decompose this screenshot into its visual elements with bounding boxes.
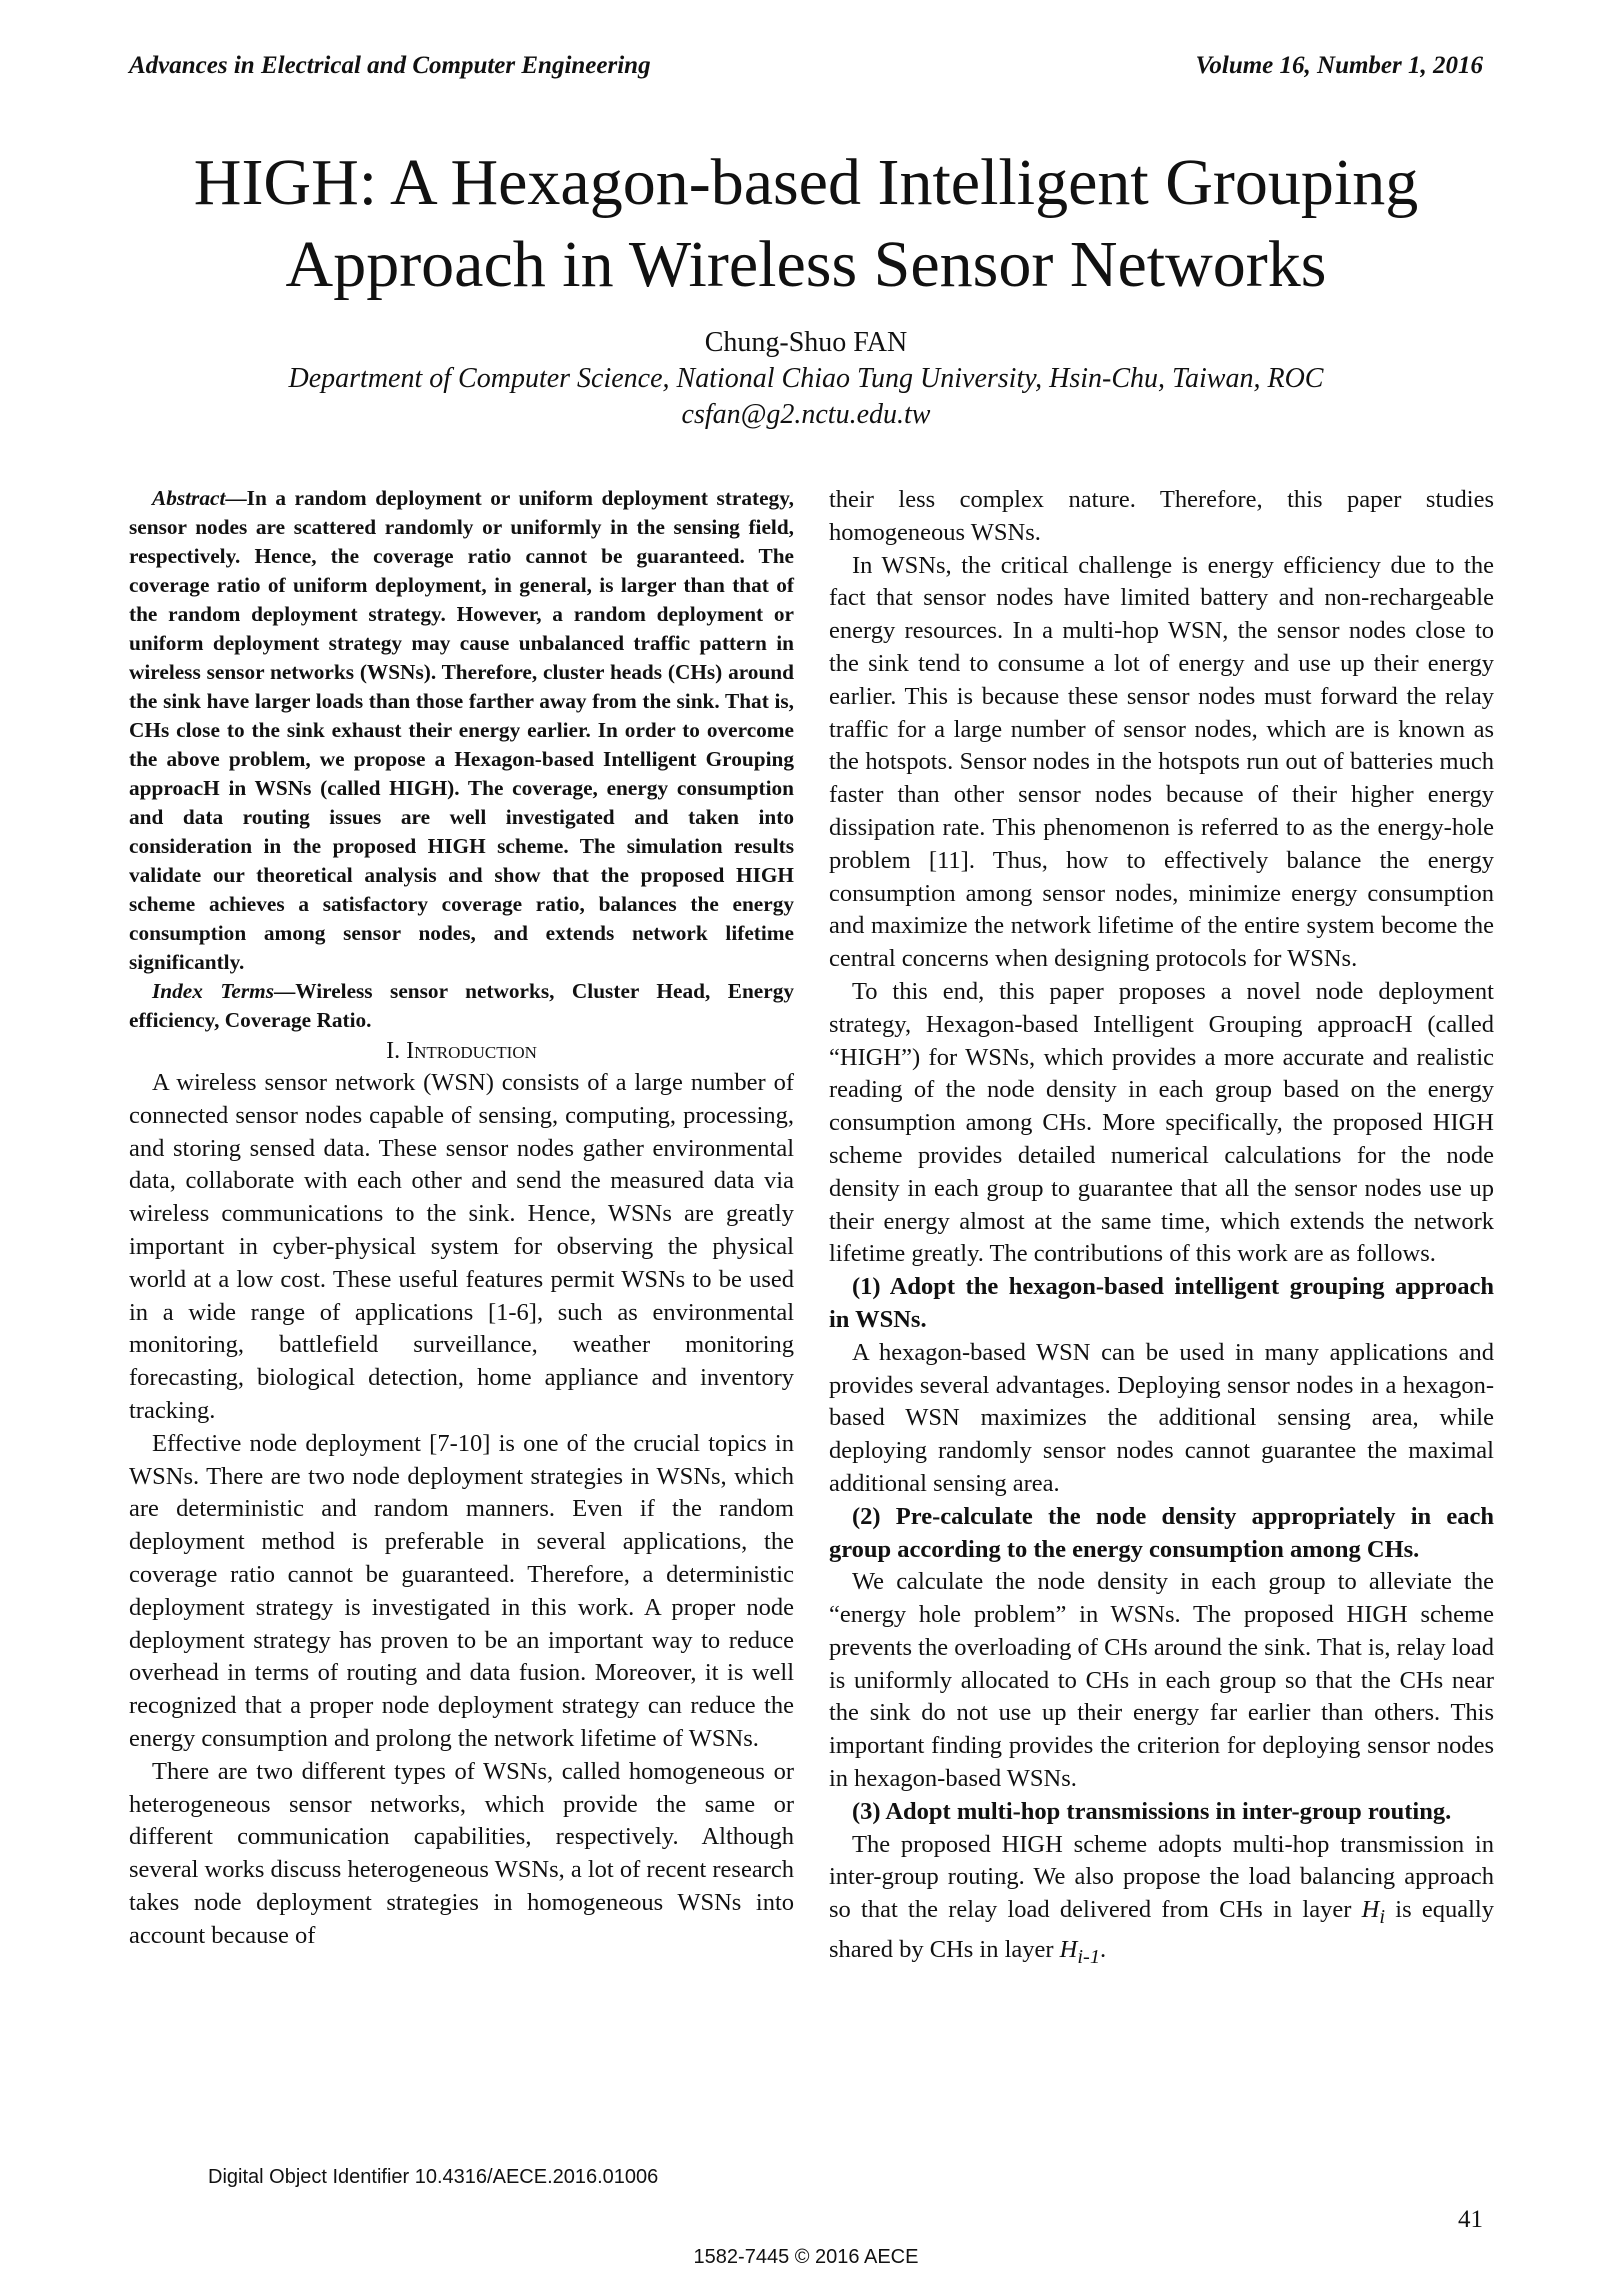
- text-run: The proposed HIGH scheme adopts multi-hop transmission in inter-group routing. We also propose the load balancing approach so that the relay load delivered from CHs in layer: [829, 1830, 1494, 1924]
- page-number: 41: [1458, 2206, 1483, 2233]
- contribution-heading: (2) Pre-calculate the node density appropriately in each group according to the energy consumption among CHs.: [829, 1502, 1494, 1563]
- running-header: [129, 52, 1483, 86]
- paragraph: In WSNs, the critical challenge is energy efficiency due to the fact that sensor nodes have limited battery and non-rechargeable energy resources. In a multi-hop WSN, the sensor nodes close to the sink tend to consume a lot of energy and use up their energy earlier. This is because these sensor nodes must forward the relay traffic for a large number of sensor nodes, which are is known as the hotspots. Sensor nodes in the hotspots run out of batteries much faster than other sensor nodes because of their higher energy dissipation rate. This phenomenon is referred to as the energy-hole problem [11]. Thus, how to effectively balance the energy consumption among sensor nodes, minimize energy consumption and maximize the network lifetime of the entire system become the central concerns when designing protocols for WSNs.: [829, 551, 1494, 973]
- paragraph: There are two different types of WSNs, called homogeneous or heterogeneous sensor networks, which provide the same or different communication capabilities, respectively. Although several works discuss heterogeneous WSNs, a lot of recent research takes node deployment strategies in homogeneous WSNs into account because of: [129, 1757, 794, 1949]
- section-heading: [129, 1035, 794, 1067]
- abstract-lead: Abstract: [152, 486, 226, 510]
- right-column: [829, 484, 1494, 1974]
- index-terms: [129, 977, 794, 1035]
- text-run: is equally shared by CHs in layer: [829, 1896, 1494, 1963]
- author-name: Chung-Shuo FAN: [704, 327, 908, 358]
- doi-footnote: Digital Object Identifier 10.4316/AECE.2016.01006: [208, 2166, 659, 2188]
- paragraph: A wireless sensor network (WSN) consists of a large number of connected sensor nodes capable of sensing, computing, processing, and storing sensed data. These sensor nodes gather environmental data, collaborate with each other and send the measured data via wireless communications to the sink. Hence, WSNs are greatly important in cyber-physical system for observing the physical world at a low cost. These useful features permit WSNs to be used in a wide range of applications [1-6], such as environmental monitoring, battlefield surveillance, weather monitoring forecasting, biological detection, home appliance and inventory tracking.: [129, 1069, 794, 1424]
- index-terms-text: —Wireless sensor networks, Cluster Head, Energy efficiency, Coverage Ratio.: [129, 979, 794, 1032]
- contribution-heading: (3) Adopt multi-hop transmissions in inter-group routing.: [852, 1797, 1452, 1825]
- author-email: csfan@g2.nctu.edu.tw: [681, 399, 931, 430]
- text-run: .: [1100, 1935, 1107, 1963]
- journal-name: Advances in Electrical and Computer Engineering: [129, 52, 651, 79]
- paragraph: A hexagon-based WSN can be used in many applications and provides several advantages. Deploying sensor nodes in a hexagon-based WSN maximizes the additional sensing area, while deploying randomly sensor nodes cannot guarantee the maximal additional sensing area.: [829, 1338, 1494, 1497]
- paragraph-continued: their less complex nature. Therefore, this paper studies homogeneous WSNs.: [829, 486, 1494, 546]
- title-line-2: Approach in Wireless Sensor Networks: [285, 228, 1327, 301]
- abstract: [129, 484, 794, 977]
- paragraph: We calculate the node density in each group to alleviate the “energy hole problem” in WSNs. The proposed HIGH scheme prevents the overloading of CHs around the sink. That is, relay load is uniformly allocated to CHs in each group so that the CHs near the sink do not use up their energy far earlier than others. This important finding provides the criterion for deploying sensor nodes in hexagon-based WSNs.: [829, 1568, 1494, 1793]
- left-column: [129, 484, 794, 1953]
- index-terms-lead: Index Terms: [152, 979, 274, 1003]
- math-variable: H: [1059, 1935, 1078, 1963]
- issn-footer: 1582-7445 © 2016 AECE: [693, 2246, 919, 2268]
- paragraph: Effective node deployment [7-10] is one of the crucial topics in WSNs. There are two node deployment strategies in WSNs, which are deterministic and random manners. Even if the random deployment method is preferable in several applications, the coverage ratio cannot be guaranteed. Therefore, a deterministic deployment strategy is investigated in this work. A proper node deployment strategy has proven to be an important way to reduce overhead in terms of routing and data fusion. Moreover, it is well recognized that a proper node deployment strategy can reduce the energy consumption and prolong the network lifetime of WSNs.: [129, 1429, 794, 1752]
- abstract-text: —In a random deployment or uniform deployment strategy, sensor nodes are scattered randomly or uniformly in the sensing field, respectively. Hence, the coverage ratio cannot be guaranteed. The coverage ratio of uniform deployment, in general, is larger than that of the random deployment strategy. However, a random deployment or uniform deployment strategy may cause unbalanced traffic pattern in wireless sensor networks (WSNs). Therefore, cluster heads (CHs) around the sink have larger loads than those farther away from the sink. That is, CHs close to the sink exhaust their energy earlier. In order to overcome the above problem, we propose a Hexagon-based Intelligent Grouping approacH in WSNs (called HIGH). The coverage, energy consumption and data routing issues are well investigated and taken into consideration in the proposed HIGH scheme. The simulation results validate our theoretical analysis and show that the proposed HIGH scheme achieves a satisfactory coverage ratio, balances the energy consumption among sensor nodes, and extends network lifetime significantly.: [129, 486, 794, 974]
- title-line-1: HIGH: A Hexagon-based Intelligent Grouping: [193, 146, 1419, 219]
- volume-info: Volume 16, Number 1, 2016: [1195, 52, 1483, 79]
- section-number: I.: [386, 1038, 401, 1064]
- math-subscript: i-1: [1077, 1945, 1101, 1968]
- paragraph: [829, 1829, 1494, 1974]
- paper-title: [129, 142, 1483, 306]
- section-title: Introduction: [406, 1038, 537, 1064]
- math-subscript: i: [1379, 1906, 1385, 1929]
- paragraph: To this end, this paper proposes a novel node deployment strategy, Hexagon-based Intelligent Grouping approacH (called “HIGH”) for WSNs, which provides a more accurate and realistic reading of the node density in each group based on the energy consumption among CHs. More specifically, the proposed HIGH scheme provides detailed numerical calculations for the node density in each group to guarantee that all the sensor nodes use up their energy almost at the same time, which extends the network lifetime greatly. The contributions of this work are as follows.: [829, 977, 1494, 1268]
- math-variable: H: [1361, 1896, 1380, 1924]
- contribution-heading: (1) Adopt the hexagon-based intelligent grouping approach in WSNs.: [829, 1273, 1494, 1333]
- author-affiliation: Department of Computer Science, National Chiao Tung University, Hsin-Chu, Taiwan, ROC: [288, 363, 1324, 394]
